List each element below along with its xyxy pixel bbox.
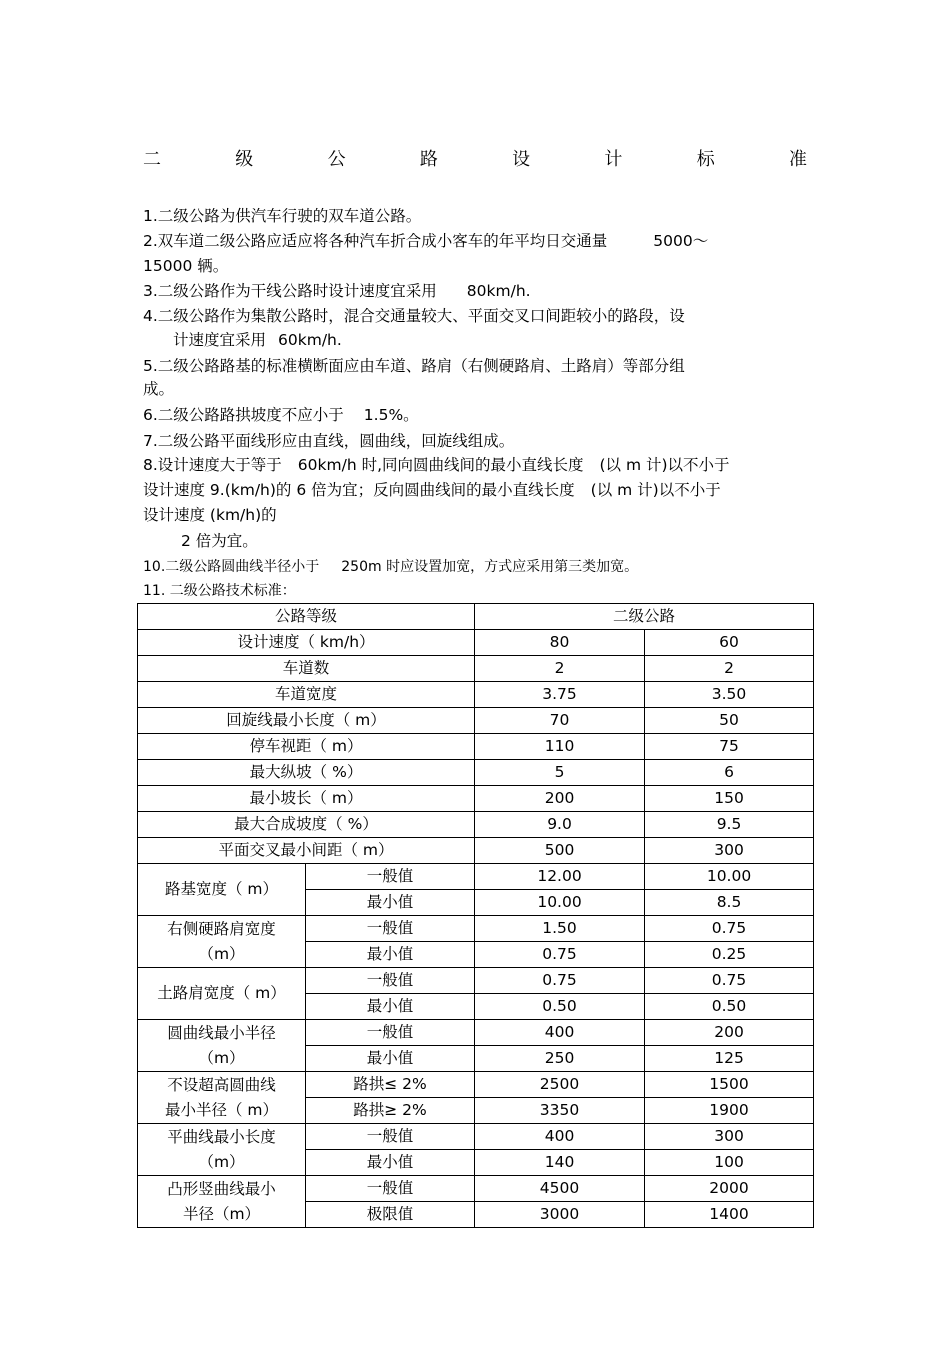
sub-label: 一般值 — [306, 864, 475, 890]
row-value-80: 400 — [475, 1020, 645, 1046]
row-value-60: 75 — [645, 734, 814, 760]
table-header-row — [138, 604, 814, 630]
row-value-60: 0.75 — [645, 916, 814, 942]
table-row — [138, 838, 814, 864]
row-value-80: 12.00 — [475, 864, 645, 890]
row-value-80: 250 — [475, 1046, 645, 1072]
row-value-60: 2 — [645, 656, 814, 682]
title-char: 路 — [419, 149, 438, 170]
table-row — [138, 734, 814, 760]
item-5-cont: 成。 — [143, 380, 175, 398]
row-value-60: 1500 — [645, 1072, 814, 1098]
sub-label: 一般值 — [306, 1176, 475, 1202]
header-value: 二级公路 — [475, 604, 814, 630]
item-8-cont2: 设计速度 (km/h)的 — [143, 506, 277, 524]
sub-label: 路拱≥ 2% — [306, 1098, 475, 1124]
item-8-cont: 设计速度 9.(km/h)的 6 倍为宜；反向圆曲线间的最小直线长度 (以 m 计)以不小于 — [143, 481, 721, 499]
item-6: 6.二级公路路拱坡度不应小于 1.5%。 — [143, 406, 419, 424]
row-value-80: 500 — [475, 838, 645, 864]
row-value-60: 60 — [645, 630, 814, 656]
group-label-line: （m） — [198, 944, 245, 963]
title-char: 级 — [235, 149, 254, 170]
row-value-60: 6 — [645, 760, 814, 786]
row-value-60: 200 — [645, 1020, 814, 1046]
item-4: 4.二级公路作为集散公路时，混合交通量较大、平面交叉口间距较小的路段，设 — [143, 307, 685, 325]
row-label: 最小坡长（ m） — [138, 786, 475, 812]
table-row — [138, 760, 814, 786]
row-value-60: 300 — [645, 838, 814, 864]
title-char: 准 — [788, 149, 807, 170]
group-label-line: 圆曲线最小半径 — [167, 1023, 276, 1042]
row-value-80: 3.75 — [475, 682, 645, 708]
row-label: 最大合成坡度（ %） — [138, 812, 475, 838]
group-label-line: 凸形竖曲线最小 — [167, 1179, 276, 1198]
row-value-80: 4500 — [475, 1176, 645, 1202]
row-label: 车道宽度 — [138, 682, 475, 708]
row-value-80: 3350 — [475, 1098, 645, 1124]
table-row — [138, 1072, 814, 1098]
group-label — [138, 1124, 306, 1176]
item-7: 7.二级公路平面线形应由直线，圆曲线，回旋线组成。 — [143, 432, 515, 450]
row-value-60: 300 — [645, 1124, 814, 1150]
row-value-60: 150 — [645, 786, 814, 812]
row-value-80: 400 — [475, 1124, 645, 1150]
group-label — [138, 916, 306, 968]
group-label — [138, 1176, 306, 1228]
table-row — [138, 916, 814, 942]
group-label-line: 平曲线最小长度 — [167, 1127, 276, 1146]
row-value-80: 2 — [475, 656, 645, 682]
item-1: 1.二级公路为供汽车行驶的双车道公路。 — [143, 207, 422, 225]
row-value-60: 0.50 — [645, 994, 814, 1020]
row-value-60: 8.5 — [645, 890, 814, 916]
group-label-line: 不设超高圆曲线 — [167, 1075, 276, 1094]
item-10: 10.二级公路圆曲线半径小于 250m 时应设置加宽，方式应采用第三类加宽。 — [143, 559, 639, 575]
row-value-60: 9.5 — [645, 812, 814, 838]
row-value-80: 140 — [475, 1150, 645, 1176]
sub-label: 最小值 — [306, 1046, 475, 1072]
sub-label: 最小值 — [306, 994, 475, 1020]
row-value-60: 1400 — [645, 1202, 814, 1228]
row-value-80: 3000 — [475, 1202, 645, 1228]
group-label-line: 半径（m） — [182, 1204, 261, 1223]
row-label: 车道数 — [138, 656, 475, 682]
group-label — [138, 1020, 306, 1072]
row-value-80: 1.50 — [475, 916, 645, 942]
row-value-80: 0.50 — [475, 994, 645, 1020]
row-value-60: 1900 — [645, 1098, 814, 1124]
table-row — [138, 656, 814, 682]
document-title — [143, 148, 807, 172]
row-value-60: 50 — [645, 708, 814, 734]
table-row — [138, 682, 814, 708]
spec-table — [137, 603, 814, 1228]
table-row — [138, 968, 814, 994]
row-value-80: 10.00 — [475, 890, 645, 916]
row-value-60: 100 — [645, 1150, 814, 1176]
group-label-line: 土路肩宽度（ m） — [157, 984, 286, 1002]
item-2: 2.双车道二级公路应适应将各种汽车折合成小客车的年平均日交通量 5000～ — [143, 232, 709, 250]
item-4-cont: 计速度宜采用 60km/h. — [173, 331, 342, 349]
title-char: 设 — [512, 149, 531, 170]
sub-label: 极限值 — [306, 1202, 475, 1228]
group-label — [138, 968, 306, 1020]
table-row — [138, 630, 814, 656]
row-value-80: 2500 — [475, 1072, 645, 1098]
sub-label: 一般值 — [306, 968, 475, 994]
table-row — [138, 708, 814, 734]
title-char: 计 — [604, 149, 623, 170]
item-8: 8.设计速度大于等于 60km/h 时,同向圆曲线间的最小直线长度 (以 m 计)以不小于 — [143, 456, 730, 474]
row-value-80: 70 — [475, 708, 645, 734]
table-row — [138, 1124, 814, 1150]
row-label: 停车视距（ m） — [138, 734, 475, 760]
row-value-80: 200 — [475, 786, 645, 812]
title-char: 二 — [143, 149, 161, 170]
group-label — [138, 864, 306, 916]
item-8-cont3: 2 倍为宜。 — [181, 532, 258, 550]
group-label-line: 路基宽度（ m） — [164, 880, 279, 898]
item-5: 5.二级公路路基的标准横断面应由车道、路肩（右侧硬路肩、土路肩）等部分组 — [143, 357, 685, 375]
sub-label: 一般值 — [306, 1020, 475, 1046]
row-value-60: 0.75 — [645, 968, 814, 994]
row-value-60: 3.50 — [645, 682, 814, 708]
row-value-80: 110 — [475, 734, 645, 760]
row-value-80: 9.0 — [475, 812, 645, 838]
table-row — [138, 812, 814, 838]
sub-label: 一般值 — [306, 916, 475, 942]
group-label-line: 右侧硬路肩宽度 — [167, 919, 276, 938]
row-label: 回旋线最小长度（ m） — [138, 708, 475, 734]
row-value-80: 0.75 — [475, 942, 645, 968]
item-2-cont: 15000 辆。 — [143, 257, 229, 275]
row-value-80: 80 — [475, 630, 645, 656]
title-char: 公 — [327, 149, 346, 170]
group-label — [138, 1072, 306, 1124]
row-value-60: 0.25 — [645, 942, 814, 968]
group-label-line: （m） — [198, 1048, 245, 1067]
item-3: 3.二级公路作为干线公路时设计速度宜采用 80km/h. — [143, 282, 531, 300]
group-label-line: 最小半径（ m） — [164, 1100, 279, 1119]
row-label: 设计速度（ km/h） — [138, 630, 475, 656]
row-value-60: 2000 — [645, 1176, 814, 1202]
sub-label: 最小值 — [306, 1150, 475, 1176]
title-char: 标 — [696, 149, 715, 170]
sub-label: 一般值 — [306, 1124, 475, 1150]
row-value-80: 0.75 — [475, 968, 645, 994]
item-11: 11. 二级公路技术标准： — [143, 583, 296, 599]
table-row — [138, 864, 814, 890]
table-row — [138, 786, 814, 812]
row-value-60: 125 — [645, 1046, 814, 1072]
sub-label: 最小值 — [306, 942, 475, 968]
row-value-60: 10.00 — [645, 864, 814, 890]
table-row — [138, 1020, 814, 1046]
group-label-line: （m） — [198, 1152, 245, 1171]
row-label: 平面交叉最小间距（ m） — [138, 838, 475, 864]
sub-label: 路拱≤ 2% — [306, 1072, 475, 1098]
sub-label: 最小值 — [306, 890, 475, 916]
row-value-80: 5 — [475, 760, 645, 786]
row-label: 最大纵坡（ %） — [138, 760, 475, 786]
table-row — [138, 1176, 814, 1202]
header-label: 公路等级 — [138, 604, 475, 630]
